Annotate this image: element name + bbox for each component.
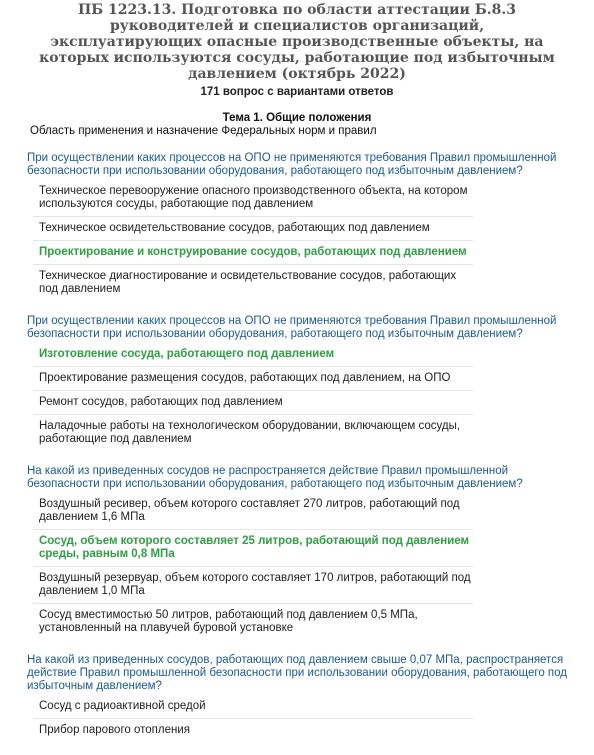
answer-option: Прибор парового отопления [39,724,190,736]
question-text: При осуществлении каких процессов на ОПО не применяются требования Правил промышленной безопасности при использовании оборудования, работающего под избыточным давлением? [27,152,557,177]
answer-list [33,493,473,640]
answer-option: Сосуд вместимостью 50 литров, работающий под давлением 0,5 МПа, установленный на плавучей буровой установке [39,609,418,634]
document-title: ПБ 1223.13. Подготовка по области аттестации Б.8.3 руководителей и специалистов организаций, эксплуатирующих опасные производственные объекты, на которых используются сосуды, работающие под избыточным давлением (октябрь 2022) [39,2,555,82]
question-block [0,654,594,742]
question-block [0,315,594,451]
topic-title: Тема 1. Общие положения [222,112,372,124]
answer-option: Ремонт сосудов, работающих под давлением [33,391,473,415]
question-block [0,152,594,301]
correct-answer: Изготовление сосуда, работающего под давлением [33,343,473,367]
question-list [0,152,594,742]
answer-option: Наладочные работы на технологическом оборудовании, включающем сосуды, работающие под давлением [39,420,461,445]
correct-answer: Сосуд, объем которого составляет 25 литров, работающий под давлением среды, равным 0,8 МПа [33,530,473,567]
answer-option: Техническое перевооружение опасного производственного объекта, на котором используются сосуды, работающие под давлением [33,180,473,217]
question-text: На какой из приведенных сосудов, работающих под давлением свыше 0,07 МПа, распространяется действие Правил промышленной безопасности при использовании оборудования, работающего под избыточным давлением? [27,654,568,692]
answer-option: Проектирование размещения сосудов, работающих под давлением, на ОПО [33,367,473,391]
answer-option: Техническое освидетельствование сосудов, работающих под давлением [33,217,473,241]
answer-option: Воздушный резервуар, объем которого составляет 170 литров, работающий под давлением 1,0 МПа [33,567,473,604]
answer-option: Сосуд с радиоактивной средой [33,695,473,719]
question-text: При осуществлении каких процессов на ОПО не применяются требования Правил промышленной безопасности при использовании оборудования, работающего под избыточным давлением? [27,315,557,340]
question-count: 171 вопрос с вариантами ответов [200,86,394,98]
answer-list [33,343,473,451]
question-block [0,465,594,640]
answer-list [33,695,473,742]
correct-answer: Проектирование и конструирование сосудов, работающих под давлением [33,241,473,265]
question-text: На какой из приведенных сосудов не распространяется действие Правил промышленной безопасности при использовании оборудования, работающего под избыточным давлением? [27,465,523,490]
answer-list [33,180,473,301]
section-label: Область применения и назначение Федеральных норм и правил [30,125,377,137]
answer-option: Техническое диагностирование и освидетельствование сосудов, работающих под давлением [39,270,457,295]
answer-option: Воздушный ресивер, объем которого составляет 270 литров, работающий под давлением 1,6 МПа [33,493,473,530]
